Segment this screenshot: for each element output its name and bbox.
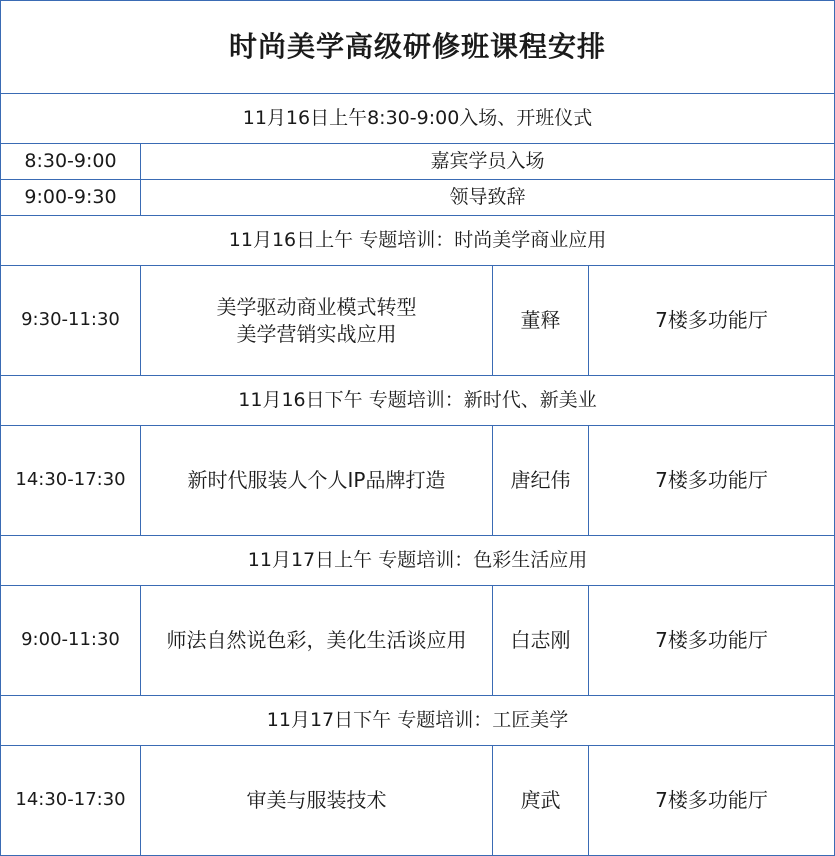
topic-line: 美学驱动商业模式转型	[216, 294, 417, 319]
venue-cell: 7楼多功能厅	[589, 586, 835, 696]
item-cell: 嘉宾学员入场	[141, 144, 835, 180]
venue-cell: 7楼多功能厅	[589, 266, 835, 376]
section-header: 11月17日上午 专题培训：色彩生活应用	[1, 536, 835, 586]
section-header: 11月16日下午 专题培训：新时代、新美业	[1, 376, 835, 426]
venue-cell: 7楼多功能厅	[589, 746, 835, 856]
title-row	[1, 1, 835, 94]
time-cell: 9:00-9:30	[1, 180, 141, 216]
section-header-row	[1, 376, 835, 426]
topic-cell: 师法自然说色彩，美化生活谈应用	[141, 586, 493, 696]
topic-cell	[141, 266, 493, 376]
time-cell: 9:30-11:30	[1, 266, 141, 376]
section-header-row	[1, 696, 835, 746]
section-header: 11月16日上午 专题培训：时尚美学商业应用	[1, 216, 835, 266]
schedule-row	[1, 180, 835, 216]
session-row	[1, 426, 835, 536]
venue-cell: 7楼多功能厅	[589, 426, 835, 536]
section-header-row	[1, 216, 835, 266]
session-row	[1, 586, 835, 696]
speaker-cell: 唐纪伟	[493, 426, 589, 536]
speaker-cell: 董释	[493, 266, 589, 376]
topic-line: 美学营销实战应用	[236, 321, 397, 346]
document-title: 时尚美学高级研修班课程安排	[1, 1, 835, 94]
time-cell: 9:00-11:30	[1, 586, 141, 696]
topic-cell: 审美与服装技术	[141, 746, 493, 856]
topic-cell: 新时代服装人个人IP品牌打造	[141, 426, 493, 536]
schedule-row	[1, 144, 835, 180]
section-header: 11月16日上午8:30-9:00入场、开班仪式	[1, 94, 835, 144]
section-header-row	[1, 536, 835, 586]
speaker-cell: 庹武	[493, 746, 589, 856]
time-cell: 8:30-9:00	[1, 144, 141, 180]
item-cell: 领导致辞	[141, 180, 835, 216]
section-header-row	[1, 94, 835, 144]
session-row	[1, 746, 835, 856]
time-cell: 14:30-17:30	[1, 426, 141, 536]
section-header: 11月17日下午 专题培训：工匠美学	[1, 696, 835, 746]
speaker-cell: 白志刚	[493, 586, 589, 696]
session-row	[1, 266, 835, 376]
time-cell: 14:30-17:30	[1, 746, 141, 856]
